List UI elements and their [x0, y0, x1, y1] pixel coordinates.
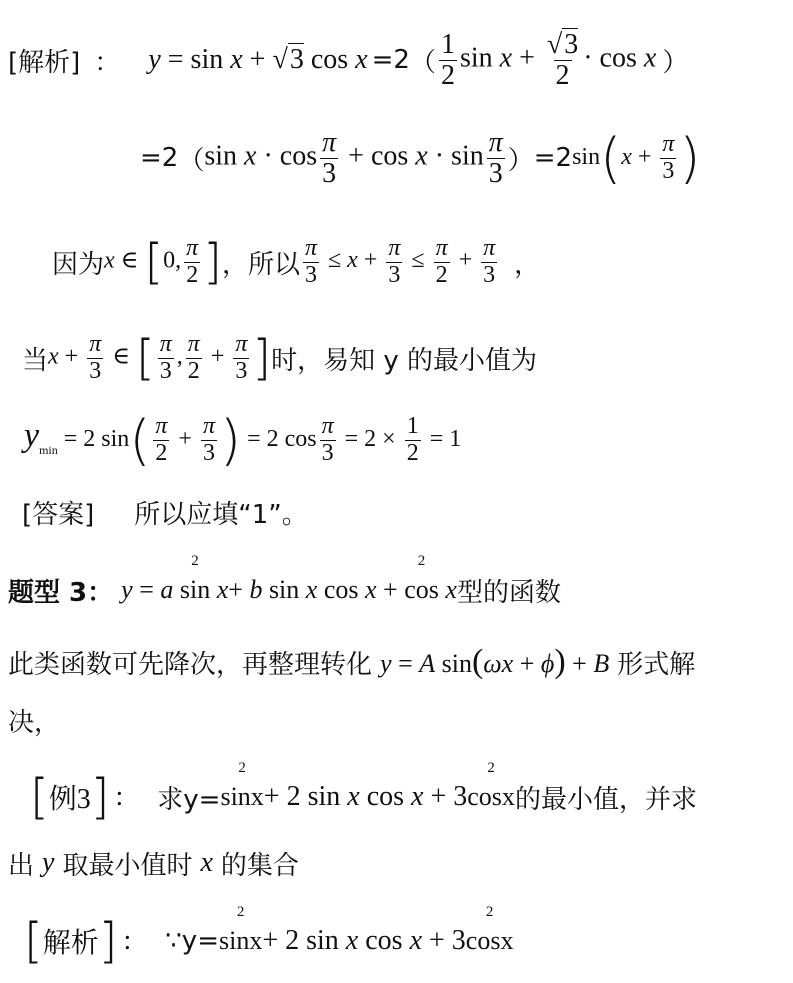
- solution-line-3: [52, 222, 540, 302]
- set-text: 的集合: [220, 850, 299, 881]
- bracket-right: ]: [90, 769, 110, 825]
- eq-2: =2: [371, 45, 410, 75]
- paren-right: ）: [662, 47, 689, 78]
- bracket-left: [: [24, 913, 43, 969]
- because-label: 因为: [52, 249, 105, 280]
- solution-line-4: [22, 318, 537, 398]
- solution-line-2: [140, 118, 701, 198]
- math-general-form: y = A sin(ωx + ϕ) + B: [380, 643, 610, 680]
- analysis-label-2: 解析: [42, 928, 99, 959]
- cosx-text: cosx: [467, 782, 515, 811]
- math-y: y: [42, 847, 55, 878]
- answer-line: [22, 492, 308, 532]
- eq-2: =2: [140, 143, 179, 173]
- exponent: 2: [487, 760, 495, 776]
- bracket-right: ]: [98, 913, 118, 969]
- bracket-left: [: [30, 769, 49, 825]
- math-x-plus-pi3-interval: x + $\frac{\pi}{3}$ ∈ [ $\frac{\pi}{3}$ , $\frac{\pi}{2}$ + $\frac{\pi}{3}$ ]: [48, 330, 272, 386]
- example3-tail: 的最小值，并求: [514, 784, 697, 815]
- example3-colon: :: [115, 781, 124, 812]
- description-text-a: 此类函数可先降次，再整理转化: [8, 649, 373, 680]
- example3-line: [30, 762, 697, 832]
- cosx-text: cosx: [465, 926, 514, 955]
- colon: ：: [94, 47, 121, 78]
- chu-text: 出: [8, 850, 35, 881]
- sinx-text: sinx: [220, 782, 264, 811]
- math-y-equals: y = sin x + √3 cos x: [148, 44, 368, 75]
- when-label: 当: [22, 345, 49, 376]
- therefore-label: ，所以: [221, 249, 300, 280]
- paren-left: （: [409, 47, 436, 78]
- description-line: [8, 632, 695, 692]
- math-sum-formula: sin x · cos $\frac{\pi}{3}$ + cos x · sin $\frac{\pi}{3}$: [204, 127, 503, 189]
- eq-2: =2: [533, 143, 573, 173]
- type3-tail: 型的函数: [456, 577, 561, 608]
- example3-sinx: [220, 760, 264, 812]
- math-half-sin-expression: $\frac{1}{2}$ sin x + $\frac{√3}{2}$ · cos x: [440, 29, 657, 91]
- math-example3-expression: + 2 sin x cos x + 3: [263, 781, 468, 812]
- example3-label: 例3: [48, 784, 91, 815]
- min-value-text: 时，易知 y 的最小值为: [271, 345, 538, 376]
- solution2-line: [24, 906, 513, 976]
- sinx-text: sinx: [218, 926, 263, 955]
- exponent: 2: [236, 904, 245, 920]
- exponent: 2: [238, 760, 246, 776]
- solution2-cosx: [465, 904, 514, 956]
- because-equation-start: ∵y=: [165, 926, 219, 956]
- comma: ，: [514, 249, 541, 280]
- example3-cosx: [467, 760, 515, 812]
- exponent: 2: [485, 904, 494, 920]
- paren-right: ）: [507, 145, 534, 176]
- colon: :: [123, 925, 132, 956]
- math-type3-form: y = a sin 2 x+ b sin x cos x + cos 2 x: [121, 553, 457, 604]
- description-text-b: 形式解: [617, 649, 696, 680]
- example3-question-start: 求y=: [157, 784, 221, 815]
- exponent: 2: [417, 553, 426, 569]
- math-y-min: $y_{min} = 2$ sin( $\frac{\pi}{2}$ + $\frac{\pi}{3}$ ) = 2 cos $\frac{\pi}{3}$ = 2 × $\frac{1}{2}$ = 1: [24, 408, 462, 472]
- solution-line-5: [24, 400, 461, 480]
- answer-label: [答案]: [22, 499, 95, 530]
- exponent: 2: [191, 553, 199, 569]
- solution2-sinx: [218, 904, 263, 956]
- type3-label: 题型 3：: [8, 577, 114, 608]
- analysis-label: [解析]: [8, 47, 81, 78]
- min-condition-text: 取最小值时: [62, 850, 193, 881]
- description-text-c: 决，: [8, 707, 61, 738]
- paren-left: （: [178, 145, 205, 176]
- type3-heading: [8, 553, 561, 620]
- math-x: x: [200, 847, 213, 878]
- math-inequality: $\frac{\pi}{3}$ ≤ x + $\frac{\pi}{3}$ ≤ $\frac{\pi}{2}$ + $\frac{\pi}{3}$: [304, 235, 496, 288]
- math-solution2-expression: + 2 sin x cos x + 3: [262, 925, 466, 956]
- math-x-in-interval: x ∈ [0, $\frac{\pi}{2}$ ]: [104, 234, 222, 290]
- answer-text: 所以应填“1”。: [134, 499, 308, 530]
- example3-line-2: [8, 838, 299, 888]
- solution-line-1: [8, 20, 688, 100]
- math-2sin-result: sin(x + $\frac{\pi}{3}$ ): [572, 126, 701, 190]
- description-line-2: [8, 700, 60, 740]
